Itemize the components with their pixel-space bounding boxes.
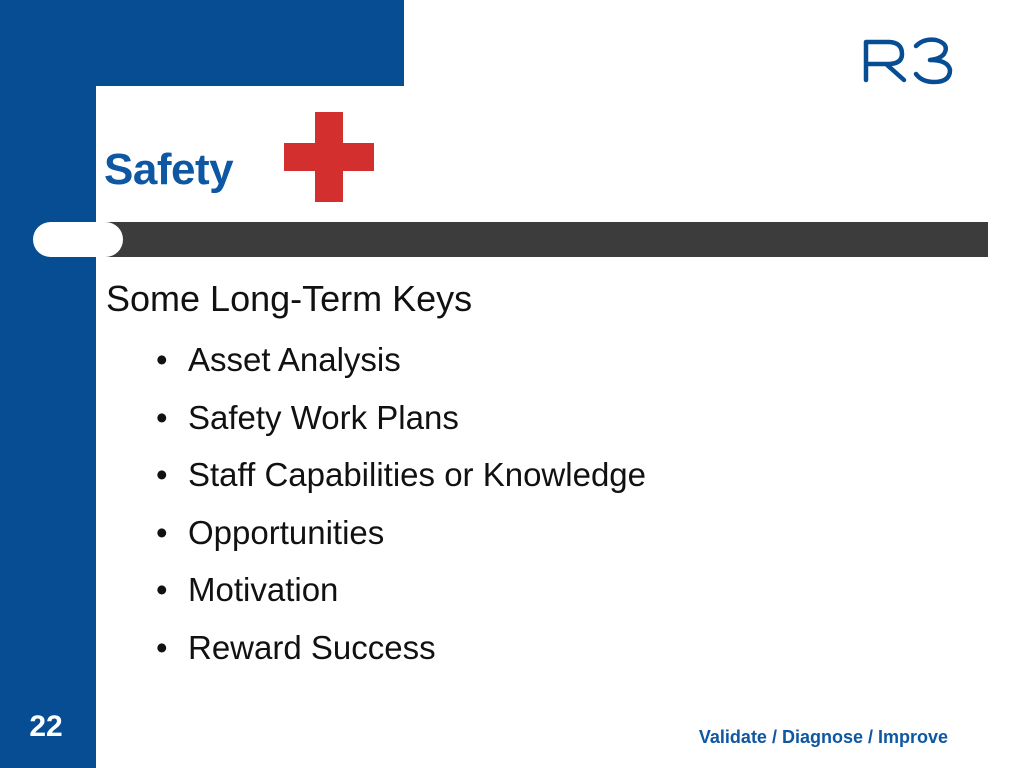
bullet-icon: •	[156, 398, 168, 436]
left-brand-band	[0, 0, 96, 768]
bullet-icon: •	[156, 571, 168, 608]
list-item-text: Asset Analysis	[188, 341, 401, 378]
list-item	[156, 455, 646, 513]
bullet-icon: •	[156, 456, 168, 493]
band-rounded-corner	[96, 86, 156, 146]
top-brand-band	[0, 0, 404, 86]
red-cross-icon	[284, 112, 374, 202]
list-item	[156, 570, 646, 628]
r3-logo	[858, 30, 958, 90]
bullet-icon: •	[156, 341, 168, 378]
slide-title: Safety	[104, 145, 234, 194]
list-item-text: Reward Success	[188, 628, 436, 666]
list-item	[156, 513, 646, 571]
footer-tagline: Validate / Diagnose / Improve	[698, 727, 948, 747]
slide-number: 22	[29, 710, 63, 743]
list-item-text: Opportunities	[188, 513, 385, 551]
list-item	[156, 628, 646, 686]
title-divider-bar	[96, 222, 988, 257]
bullet-list	[156, 340, 646, 685]
bullet-icon: •	[156, 628, 168, 666]
list-item-text: Motivation	[188, 571, 339, 608]
list-item	[156, 398, 646, 456]
section-heading: Some Long-Term Keys	[106, 278, 473, 319]
list-item-text: Safety Work Plans	[188, 398, 459, 436]
list-item	[156, 340, 646, 398]
divider-pill	[33, 222, 123, 257]
bullet-icon: •	[156, 513, 168, 551]
list-item-text: Staff Capabilities or Knowledge	[188, 456, 647, 493]
